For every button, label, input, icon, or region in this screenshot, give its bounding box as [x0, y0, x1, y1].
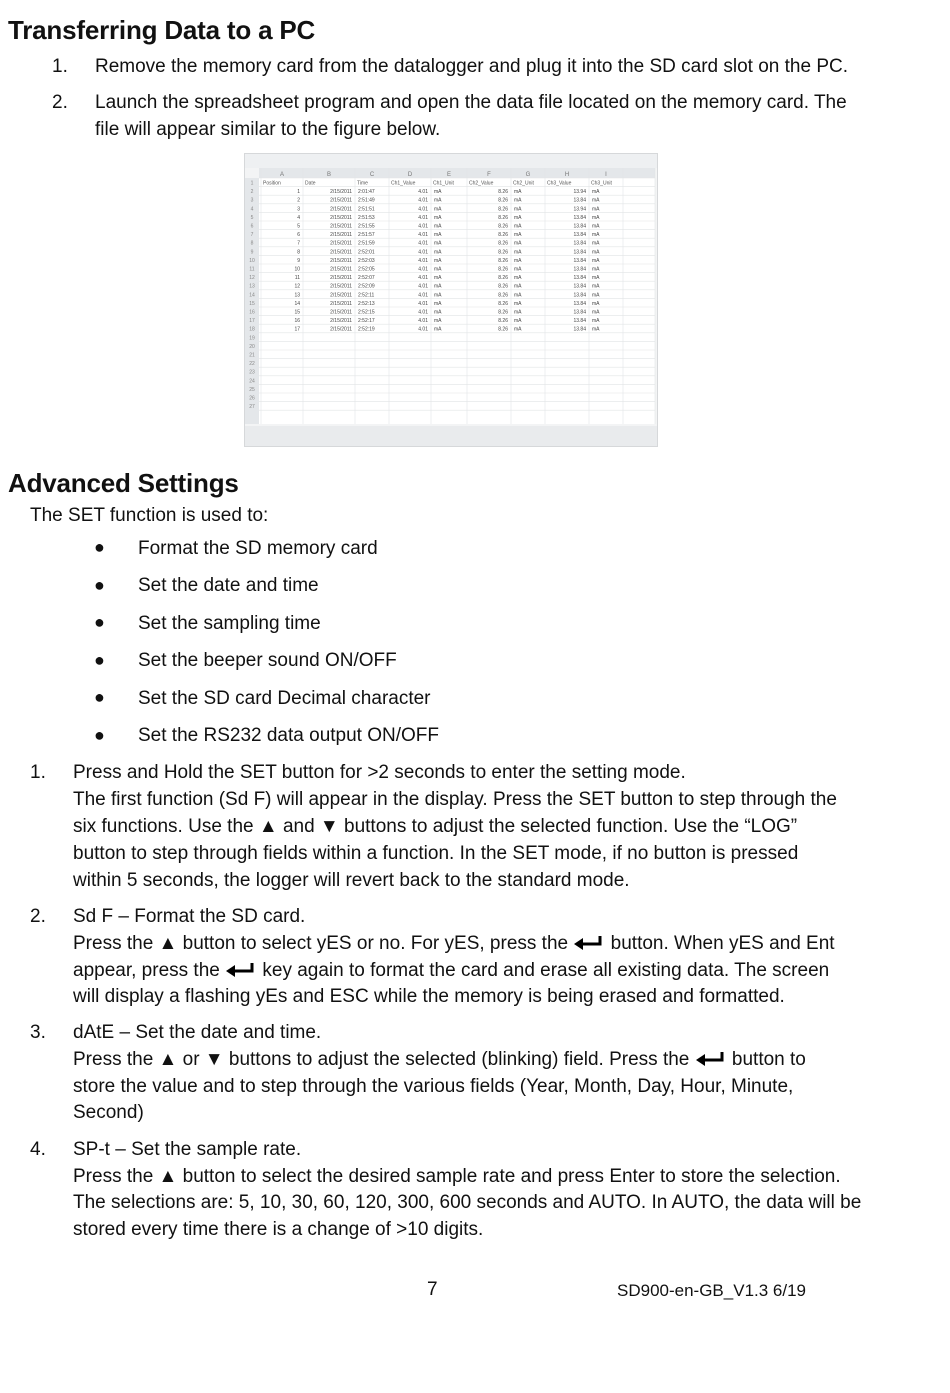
sheet-data-cell: 13.84 — [573, 300, 586, 307]
sheet-data-cell: 2:52:01 — [358, 249, 375, 256]
row-number: 7 — [250, 232, 254, 239]
sheet-data-cell: 2:51:57 — [358, 232, 375, 239]
sheet-data-cell: 8.26 — [498, 232, 508, 239]
sheet-data-cell: 2/15/2011 — [330, 223, 352, 230]
step-text: Press and Hold the SET button for >2 seconds to enter the setting mode. — [73, 762, 686, 783]
sheet-data-cell: mA — [592, 197, 600, 204]
row-number: 25 — [249, 386, 255, 393]
column-letter: E — [446, 172, 452, 178]
sheet-data-cell: mA — [434, 266, 442, 273]
sheet-data-cell: 13.84 — [573, 283, 586, 290]
sheet-data-cell: mA — [592, 214, 600, 221]
sheet-data-cell: mA — [434, 249, 442, 256]
spreadsheet-content — [245, 154, 657, 446]
step-text: store the value and to step through the various fields (Year, Month, Day, Hour, Minute, — [73, 1076, 794, 1097]
sheet-data-cell: 4.01 — [418, 300, 428, 307]
sheet-data-cell: 2/15/2011 — [330, 300, 352, 307]
sheet-data-cell: 2:51:51 — [358, 206, 375, 213]
sheet-header-cell: Ch3_Value — [547, 180, 572, 187]
sheet-data-cell: mA — [592, 309, 600, 316]
sheet-data-cell: 4 — [297, 214, 300, 221]
bullet-icon: ● — [94, 537, 105, 557]
section-title-transferring: Transferring Data to a PC — [8, 15, 316, 45]
document-id: SD900-en-GB_V1.3 6/19 — [617, 1281, 807, 1300]
row-number: 27 — [249, 404, 255, 411]
sheet-data-cell: 4.01 — [418, 318, 428, 325]
step-text-part: Press the ▲ button to select yES or no. For yES, press the — [73, 933, 574, 954]
sheet-data-cell: mA — [592, 283, 600, 290]
sheet-data-cell: mA — [592, 232, 600, 239]
row-number: 23 — [249, 369, 255, 376]
enter-key-icon — [573, 933, 605, 960]
sheet-data-cell: mA — [434, 223, 442, 230]
sheet-data-cell: 13 — [294, 292, 300, 299]
sheet-data-cell: 4.01 — [418, 292, 428, 299]
sheet-data-cell: mA — [592, 266, 600, 273]
bullet-icon: ● — [94, 612, 105, 632]
sheet-data-cell: 2/15/2011 — [330, 309, 352, 316]
column-letter: D — [407, 172, 413, 178]
sheet-data-cell: 4.01 — [418, 249, 428, 256]
sheet-data-cell: 2:52:13 — [358, 300, 375, 307]
step-number: 4. — [30, 1139, 46, 1160]
column-letter: H — [564, 172, 570, 178]
sheet-data-cell: 2:51:55 — [358, 223, 375, 230]
sheet-data-cell: mA — [514, 300, 522, 307]
spreadsheet-screenshot-figure — [244, 153, 658, 447]
step-text: Second) — [73, 1102, 144, 1123]
sheet-data-cell: mA — [434, 189, 442, 196]
sheet-header-cell: Ch2_Unit — [513, 180, 534, 187]
sheet-data-cell: 4.01 — [418, 206, 428, 213]
sheet-data-cell: mA — [434, 300, 442, 307]
step-text: file will appear similar to the figure below. — [95, 119, 441, 140]
sheet-data-cell: mA — [434, 206, 442, 213]
sheet-data-cell: mA — [514, 292, 522, 299]
step-text-part: button to — [726, 1049, 806, 1070]
row-number: 9 — [250, 249, 254, 256]
bullet-item: Set the beeper sound ON/OFF — [138, 650, 397, 671]
bullet-item: Set the date and time — [138, 575, 319, 596]
sheet-data-cell: 8.26 — [498, 309, 508, 316]
sheet-header-cell: Date — [305, 180, 316, 187]
sheet-data-cell: mA — [514, 189, 522, 196]
sheet-data-cell: 13.84 — [573, 292, 586, 299]
sheet-data-cell: 4.01 — [418, 214, 428, 221]
sheet-data-cell: mA — [514, 223, 522, 230]
sheet-data-cell: 2/15/2011 — [330, 249, 352, 256]
column-letter: F — [487, 172, 491, 178]
column-letter: G — [525, 172, 531, 178]
page-number: 7 — [427, 1279, 438, 1300]
sheet-data-cell: 13.84 — [573, 232, 586, 239]
sheet-data-cell: 7 — [297, 240, 300, 247]
sheet-data-cell: mA — [514, 214, 522, 221]
step-text: The selections are: 5, 10, 30, 60, 120, 300, 600 seconds and AUTO. In AUTO, the data will be — [73, 1192, 862, 1213]
sheet-data-cell: 2/15/2011 — [330, 214, 352, 221]
sheet-data-cell: mA — [592, 249, 600, 256]
row-number: 24 — [249, 378, 255, 385]
sheet-data-cell: 2/15/2011 — [330, 266, 352, 273]
row-number: 8 — [250, 240, 254, 247]
intro-text: The SET function is used to: — [30, 505, 269, 526]
sheet-data-cell: 2/15/2011 — [330, 326, 352, 333]
sheet-data-cell: 5 — [297, 223, 300, 230]
sheet-data-cell: 13.84 — [573, 275, 586, 282]
sheet-data-cell: mA — [434, 197, 442, 204]
sheet-data-cell: mA — [592, 300, 600, 307]
sheet-data-cell: 2/15/2011 — [330, 189, 352, 196]
step-text-part: button. When yES and Ent — [605, 933, 835, 954]
sheet-data-cell: mA — [514, 283, 522, 290]
sheet-data-cell: 13.84 — [573, 240, 586, 247]
sheet-data-cell: mA — [514, 249, 522, 256]
step-text: Remove the memory card from the datalogger and plug it into the SD card slot on the PC. — [95, 56, 848, 77]
sheet-data-cell: 4.01 — [418, 266, 428, 273]
sheet-data-cell: mA — [434, 283, 442, 290]
sheet-data-cell: 4.01 — [418, 197, 428, 204]
sheet-data-cell: mA — [592, 275, 600, 282]
sheet-data-cell: 8.26 — [498, 318, 508, 325]
sheet-data-cell: 2:52:09 — [358, 283, 375, 290]
row-number: 15 — [249, 300, 255, 307]
sheet-data-cell: 13.84 — [573, 309, 586, 316]
step-number: 2. — [30, 906, 46, 927]
step-number: 3. — [30, 1022, 46, 1043]
sheet-data-cell: 13.94 — [573, 189, 586, 196]
row-number: 20 — [249, 343, 255, 350]
sheet-data-cell: mA — [434, 232, 442, 239]
sheet-data-cell: 15 — [294, 309, 300, 316]
section-title-advanced-settings: Advanced Settings — [8, 468, 239, 498]
sheet-data-cell: 8.26 — [498, 266, 508, 273]
sheet-data-cell: mA — [514, 326, 522, 333]
row-number: 19 — [249, 335, 255, 342]
sheet-data-cell: 16 — [294, 318, 300, 325]
sheet-data-cell: 4.01 — [418, 232, 428, 239]
row-number: 26 — [249, 395, 255, 402]
step-text: six functions. Use the ▲ and ▼ buttons to adjust the selected function. Use the “LOG” — [73, 816, 798, 837]
sheet-data-cell: 8.26 — [498, 257, 508, 264]
sheet-data-cell: 4.01 — [418, 283, 428, 290]
sheet-data-cell: 11 — [294, 275, 300, 282]
sheet-data-cell: 2:51:49 — [358, 197, 375, 204]
sheet-data-cell: 6 — [297, 232, 300, 239]
sheet-data-cell: 13.94 — [573, 206, 586, 213]
sheet-data-cell: 2:52:07 — [358, 275, 375, 282]
step-text: button to step through fields within a function. In the SET mode, if no button is pressed — [73, 843, 799, 864]
row-number: 17 — [249, 318, 255, 325]
sheet-data-cell: 1 — [297, 189, 300, 196]
sheet-data-cell: 2:52:15 — [358, 309, 375, 316]
step-text — [73, 1047, 806, 1076]
sheet-data-cell: 2:52:19 — [358, 326, 375, 333]
sheet-data-cell: mA — [434, 326, 442, 333]
sheet-data-cell: 2:01:47 — [358, 189, 375, 196]
step-text — [73, 958, 829, 987]
sheet-data-cell: mA — [592, 292, 600, 299]
sheet-data-cell: mA — [514, 197, 522, 204]
sheet-data-cell: 2/15/2011 — [330, 318, 352, 325]
sheet-data-cell: mA — [592, 206, 600, 213]
sheet-data-cell: mA — [592, 326, 600, 333]
row-number: 11 — [249, 266, 255, 273]
bullet-item: Set the SD card Decimal character — [138, 688, 431, 709]
row-number: 18 — [249, 326, 255, 333]
sheet-header-cell: Ch1_Unit — [433, 180, 454, 187]
sheet-data-cell: 13.84 — [573, 249, 586, 256]
sheet-data-cell: mA — [514, 240, 522, 247]
sheet-data-cell: mA — [514, 206, 522, 213]
row-number: 13 — [249, 283, 255, 290]
step-text — [73, 931, 835, 960]
sheet-data-cell: 4.01 — [418, 189, 428, 196]
sheet-data-cell: 2/15/2011 — [330, 197, 352, 204]
sheet-data-cell: mA — [514, 232, 522, 239]
sheet-data-cell: mA — [592, 189, 600, 196]
sheet-data-cell: 8.26 — [498, 214, 508, 221]
sheet-data-cell: 2:51:53 — [358, 214, 375, 221]
sheet-data-cell: 10 — [294, 266, 300, 273]
bullet-item: Set the RS232 data output ON/OFF — [138, 725, 439, 746]
step-number: 2. — [52, 92, 68, 113]
step-text: within 5 seconds, the logger will revert back to the standard mode. — [73, 870, 630, 891]
sheet-header-cell: Ch1_Value — [391, 180, 416, 187]
sheet-data-cell: 4.01 — [418, 309, 428, 316]
sheet-data-cell: mA — [514, 257, 522, 264]
step-text-part: key again to format the card and erase all existing data. The screen — [257, 960, 830, 981]
sheet-data-cell: 4.01 — [418, 326, 428, 333]
sheet-data-cell: 4.01 — [418, 257, 428, 264]
row-number: 6 — [250, 223, 254, 230]
sheet-data-cell: 13.84 — [573, 326, 586, 333]
enter-key-icon — [225, 960, 257, 987]
sheet-data-cell: 2/15/2011 — [330, 257, 352, 264]
sheet-data-cell: 8.26 — [498, 292, 508, 299]
step-text: will display a flashing yEs and ESC while the memory is being erased and formatted. — [73, 986, 785, 1007]
bullet-item: Format the SD memory card — [138, 538, 378, 559]
sheet-data-cell: 8.26 — [498, 275, 508, 282]
sheet-data-cell: 13.84 — [573, 266, 586, 273]
sheet-data-cell: 17 — [294, 326, 300, 333]
step-text: Launch the spreadsheet program and open the data file located on the memory card. The — [95, 92, 847, 113]
bullet-icon: ● — [94, 687, 105, 707]
step-text: dAtE – Set the date and time. — [73, 1022, 322, 1043]
sheet-data-cell: 12 — [294, 283, 300, 290]
sheet-data-cell: 2/15/2011 — [330, 283, 352, 290]
sheet-header-cell: Ch2_Value — [469, 180, 494, 187]
sheet-data-cell: 3 — [297, 206, 300, 213]
row-number: 1 — [250, 180, 254, 187]
column-letter: I — [605, 172, 607, 178]
sheet-data-cell: 2/15/2011 — [330, 232, 352, 239]
step-number: 1. — [52, 56, 68, 77]
row-number: 12 — [249, 275, 255, 282]
sheet-data-cell: 8.26 — [498, 283, 508, 290]
sheet-data-cell: 4.01 — [418, 275, 428, 282]
sheet-data-cell: 8.26 — [498, 206, 508, 213]
sheet-data-cell: 2:52:11 — [358, 292, 375, 299]
sheet-data-cell: 2/15/2011 — [330, 240, 352, 247]
sheet-data-cell: 14 — [294, 300, 300, 307]
sheet-data-cell: mA — [434, 318, 442, 325]
sheet-data-cell: 8.26 — [498, 240, 508, 247]
sheet-data-cell: mA — [592, 223, 600, 230]
step-text: Press the ▲ button to select the desired sample rate and press Enter to store the selection. — [73, 1166, 841, 1187]
sheet-data-cell: mA — [434, 292, 442, 299]
bullet-icon: ● — [94, 650, 105, 670]
sheet-data-cell: mA — [434, 240, 442, 247]
sheet-data-cell: mA — [434, 257, 442, 264]
step-text-part: Press the ▲ or ▼ buttons to adjust the selected (blinking) field. Press the — [73, 1049, 695, 1070]
sheet-data-cell: 13.84 — [573, 318, 586, 325]
step-text: The first function (Sd F) will appear in the display. Press the SET button to step through the — [73, 789, 837, 810]
sheet-data-cell: mA — [592, 318, 600, 325]
sheet-header-cell: Time — [357, 180, 368, 187]
sheet-data-cell: 2:52:17 — [358, 318, 375, 325]
bullet-item: Set the sampling time — [138, 613, 321, 634]
sheet-data-cell: mA — [514, 309, 522, 316]
bullet-icon: ● — [94, 725, 105, 745]
bullet-icon: ● — [94, 575, 105, 595]
sheet-data-cell: 8.26 — [498, 249, 508, 256]
sheet-data-cell: 8.26 — [498, 326, 508, 333]
sheet-data-cell: 9 — [297, 257, 300, 264]
sheet-data-cell: 2:51:59 — [358, 240, 375, 247]
sheet-data-cell: 2/15/2011 — [330, 275, 352, 282]
column-letter: A — [279, 172, 285, 178]
sheet-data-cell: 13.84 — [573, 223, 586, 230]
step-text-part: appear, press the — [73, 960, 226, 981]
sheet-data-cell: 13.84 — [573, 257, 586, 264]
sheet-data-cell: mA — [514, 266, 522, 273]
sheet-data-cell: 2/15/2011 — [330, 206, 352, 213]
sheet-data-cell: mA — [434, 309, 442, 316]
sheet-data-cell: 8.26 — [498, 189, 508, 196]
sheet-data-cell: 8.26 — [498, 300, 508, 307]
sheet-data-cell: 2:52:03 — [358, 257, 375, 264]
row-number: 3 — [250, 197, 254, 204]
sheet-data-cell: 13.84 — [573, 197, 586, 204]
row-number: 4 — [250, 206, 254, 213]
step-text: Sd F – Format the SD card. — [73, 906, 306, 927]
sheet-data-cell: mA — [592, 240, 600, 247]
row-number: 14 — [249, 292, 255, 299]
step-text: SP-t – Set the sample rate. — [73, 1139, 302, 1160]
sheet-data-cell: 8.26 — [498, 197, 508, 204]
sheet-data-cell: mA — [592, 257, 600, 264]
sheet-data-cell: mA — [514, 275, 522, 282]
sheet-header-cell: Position — [263, 180, 281, 187]
sheet-data-cell: mA — [434, 275, 442, 282]
row-number: 2 — [250, 189, 254, 196]
step-text: stored every time there is a change of >10 digits. — [73, 1219, 484, 1240]
row-number: 10 — [249, 257, 255, 264]
sheet-header-cell: Ch3_Unit — [591, 180, 612, 187]
sheet-data-cell: 2:52:05 — [358, 266, 375, 273]
step-number: 1. — [30, 762, 46, 783]
row-number: 5 — [250, 214, 254, 221]
column-letter: C — [369, 172, 375, 178]
column-letter: B — [326, 172, 332, 178]
sheet-data-cell: 13.84 — [573, 214, 586, 221]
sheet-data-cell: 8 — [297, 249, 300, 256]
sheet-data-cell: mA — [514, 318, 522, 325]
row-number: 21 — [249, 352, 255, 359]
enter-key-icon — [695, 1049, 727, 1076]
sheet-data-cell: 4.01 — [418, 223, 428, 230]
sheet-data-cell: 2/15/2011 — [330, 292, 352, 299]
sheet-data-cell: 2 — [297, 197, 300, 204]
row-number: 16 — [249, 309, 255, 316]
row-number: 22 — [249, 361, 255, 368]
sheet-data-cell: 8.26 — [498, 223, 508, 230]
sheet-data-cell: mA — [434, 214, 442, 221]
sheet-data-cell: 4.01 — [418, 240, 428, 247]
